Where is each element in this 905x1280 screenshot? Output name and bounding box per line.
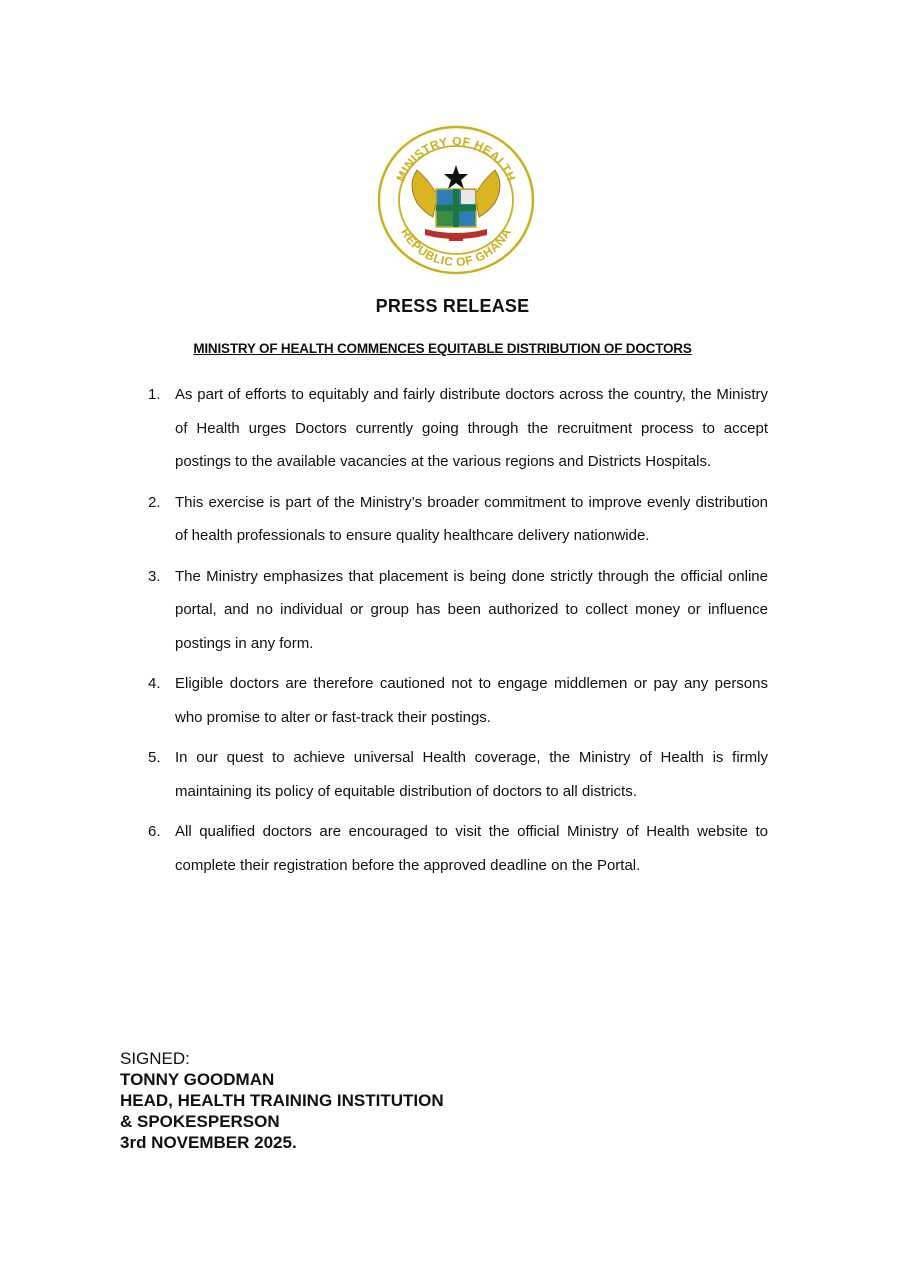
release-date: 3rd NOVEMBER 2025. bbox=[120, 1133, 297, 1152]
signatory-role: & SPOKESPERSON bbox=[120, 1112, 280, 1131]
signatory-name: TONNY GOODMAN bbox=[120, 1070, 275, 1089]
list-item bbox=[146, 741, 768, 808]
item-number: 1. bbox=[148, 386, 161, 403]
signatory-position: HEAD, HEALTH TRAINING INSTITUTION bbox=[120, 1091, 444, 1110]
list-item bbox=[146, 667, 768, 734]
seal-top-text: MINISTRY OF HEALTH bbox=[393, 133, 519, 184]
press-release-points bbox=[146, 378, 768, 889]
list-item bbox=[146, 560, 768, 661]
item-number: 5. bbox=[148, 749, 161, 766]
item-text: As part of efforts to equitably and fairly distribute doctors across the country, the Ministry of Health urges Doctors currently going through the recruitment process to accept postings to the available vacancies at the various regions and Districts Hospitals. bbox=[175, 386, 768, 470]
signature-block bbox=[120, 1048, 444, 1153]
item-text: All qualified doctors are encouraged to visit the official Ministry of Health website to complete their registration before the approved deadline on the Portal. bbox=[175, 823, 768, 874]
ministry-seal-icon bbox=[377, 125, 535, 275]
item-text: This exercise is part of the Ministry’s broader commitment to improve evenly distribution of health professionals to ensure quality healthcare delivery nationwide. bbox=[175, 493, 768, 544]
seal-bottom-text: REPUBLIC OF GHANA bbox=[398, 225, 514, 270]
item-number: 6. bbox=[148, 823, 161, 840]
headline: MINISTRY OF HEALTH COMMENCES EQUITABLE DISTRIBUTION OF DOCTORS bbox=[193, 341, 692, 356]
item-number: 4. bbox=[148, 675, 161, 692]
item-text: In our quest to achieve universal Health coverage, the Ministry of Health is firmly maintaining its policy of equitable distribution of doctors to all districts. bbox=[175, 749, 768, 800]
item-number: 3. bbox=[148, 567, 161, 585]
list-item bbox=[146, 378, 768, 479]
signed-label: SIGNED: bbox=[120, 1049, 190, 1068]
item-text: Eligible doctors are therefore cautioned not to engage middlemen or pay any persons who promise to alter or fast-track their postings. bbox=[175, 675, 768, 726]
item-text: The Ministry emphasizes that placement is being done strictly through the official online portal, and no individual or group has been authorized to collect money or influence postings in any form. bbox=[175, 567, 768, 652]
item-number: 2. bbox=[148, 493, 161, 511]
page-title: PRESS RELEASE bbox=[375, 296, 530, 316]
list-item bbox=[146, 815, 768, 882]
list-item bbox=[146, 486, 768, 553]
